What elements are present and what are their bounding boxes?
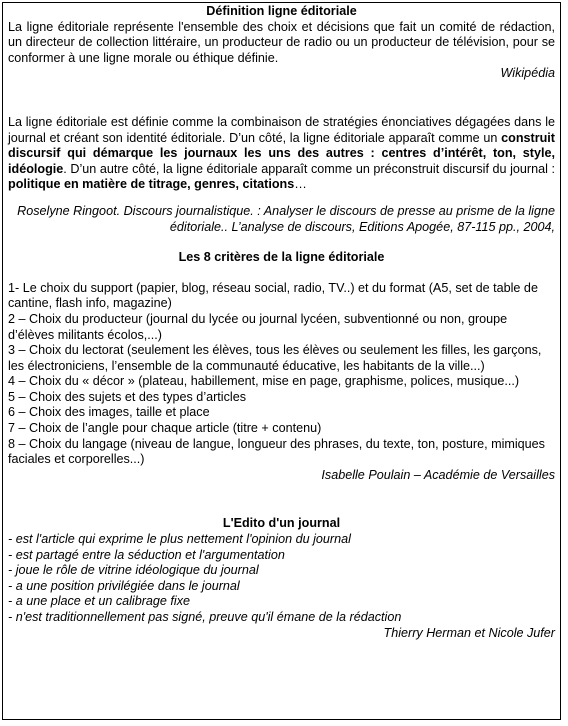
edito-item: - joue le rôle de vitrine idéologique du journal [8, 563, 259, 578]
criteria-item: 8 – Choix du langage (niveau de langue, longueur des phrases, du texte, ton, posture, mimiques faciales et corporelles...) [8, 436, 545, 467]
edito-item: - n'est traditionnellement pas signé, preuve qu'il émane de la rédaction [8, 610, 402, 624]
criteria-item: 5 – Choix des sujets et des types d’articles [8, 389, 247, 404]
edito-title: L'Edito d'un journal [222, 516, 341, 531]
definition-text: La ligne éditoriale représente l'ensemble des choix et décisions que fait un comité de rédaction, un directeur de collection littéraire, un producteur de radio ou un producteur de télévision, pour se conformer à une ligne morale ou éthique définie. [8, 19, 555, 65]
criteria-list [8, 281, 555, 468]
criteria-title: Les 8 critères de la ligne éditoriale [178, 250, 385, 265]
spacer [8, 266, 555, 281]
edito-item: - a une position privilégiée dans le journal [8, 578, 240, 593]
spacer [8, 483, 555, 516]
edito-item: - a une place et un calibrage fixe [8, 594, 191, 609]
strategy-bold-2: politique en matière de titrage, genres, citations [8, 177, 295, 192]
definition-source: Wikipédia [500, 66, 555, 81]
spacer [8, 193, 555, 204]
document-frame [2, 2, 561, 720]
edito-item: - est l'article qui exprime le plus nettement l'opinion du journal [8, 532, 351, 547]
criteria-item: 4 – Choix du « décor » (plateau, habillement, mise en page, graphisme, polices, musique...) [8, 374, 520, 389]
spacer [8, 82, 555, 115]
criteria-source: Isabelle Poulain – Académie de Versailles [321, 467, 555, 482]
edito-source: Thierry Herman et Nicole Jufer [383, 625, 555, 640]
criteria-item: 3 – Choix du lectorat (seulement les élèves, tous les élèves ou seulement les filles, les garçons, les électroniciens, l’ensemble de la communauté éducative, les habitants de la ville...) [8, 343, 542, 373]
strategy-text-2: . D’un autre côté, la ligne éditoriale apparaît comme un préconstruit discursif du journal : [63, 161, 555, 176]
criteria-item: 1- Le choix du support (papier, blog, réseau social, radio, TV..) et du format (A5, set de table de cantine, flash info, magazine) [8, 280, 538, 311]
strategy-text-3: … [294, 177, 307, 192]
edito-item: - est partagé entre la séduction et l'argumentation [8, 547, 285, 562]
strategy-text-1: La ligne éditoriale est définie comme la combinaison de stratégies énonciatives dégagées dans le journal et créant son identité éditoriale. D’un côté, la ligne éditoriale apparaît comme un [8, 114, 555, 145]
strategy-source: Roselyne Ringoot. Discours journalistique. : Analyser le discours de presse au prisme de la ligne éditoriale.. L’analyse de discours, Editions Apogée, 87-115 pp., 2004, [17, 203, 555, 234]
criteria-item: 2 – Choix du producteur (journal du lycée ou journal lycéen, subventionné ou non, groupe d’élèves militants écolos,...) [8, 311, 508, 342]
strategy-bold-1: construit discursif qui démarque les journaux les uns des autres : centres d’intérêt, ton, style, idéologie [8, 130, 555, 176]
strategy-paragraph [8, 115, 555, 193]
edito-list [8, 532, 555, 626]
criteria-item: 7 – Choix de l’angle pour chaque article (titre + contenu) [8, 421, 322, 436]
definition-title: Définition ligne éditoriale [206, 4, 357, 18]
spacer [8, 235, 555, 250]
criteria-item: 6 – Choix des images, taille et place [8, 405, 210, 420]
